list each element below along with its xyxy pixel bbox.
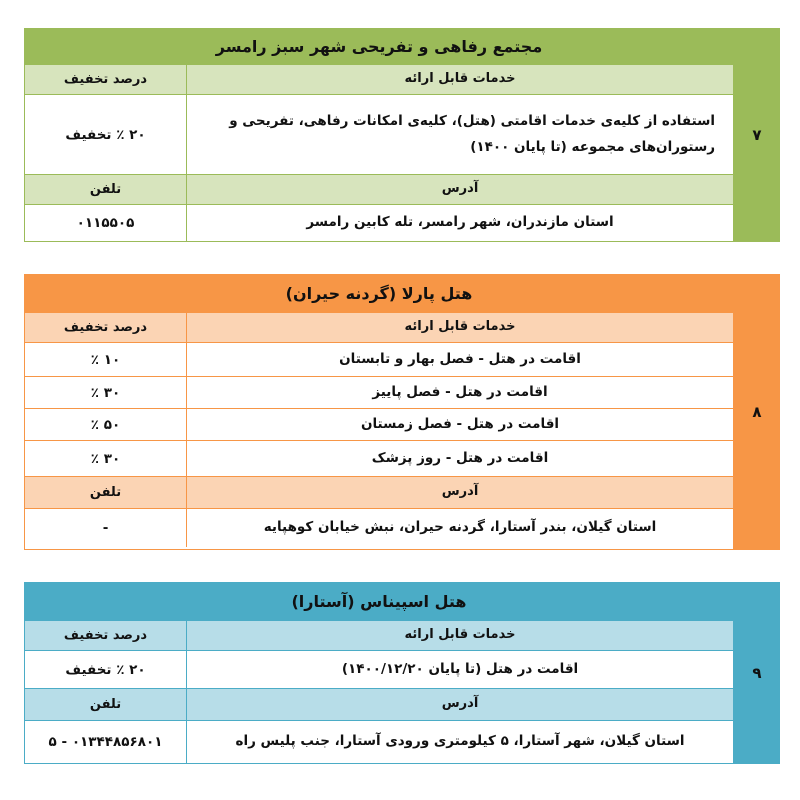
address-header-row [25,175,733,205]
discount-cell: ۳۰ ٪ [25,377,187,408]
address-cell: استان گیلان، بندر آستارا، گردنه حیران، نبش خیابان کوهپایه [263,519,657,536]
services-header-row [25,65,733,95]
phone-cell: ۰۱۱۵۵۰۵ [25,205,187,241]
address-header: آدرس [441,484,479,500]
services-header-row [25,621,733,651]
service-cell: اقامت در هتل - فصل پاییز [372,383,548,400]
services-header: خدمات قابل ارائه [404,319,516,335]
service-cell: اقامت در هتل (تا پایان ۱۴۰۰/۱۲/۲۰) [341,660,579,677]
address-row [25,509,733,547]
hotel-block-9 [24,582,780,764]
address-header-row [25,477,733,509]
services-header: خدمات قابل ارائه [404,71,516,87]
hotel-block-7 [24,28,780,242]
hotel-block-8 [24,274,780,550]
service-row [25,441,733,477]
discount-cell: ۱۰ ٪ [25,343,187,376]
service-cell: اقامت در هتل - فصل بهار و تابستان [339,350,581,367]
block-title: مجتمع رفاهی و تفریحی شهر سبز رامسر [25,29,733,65]
address-cell: استان مازندران، شهر رامسر، تله کابین رامسر [306,214,614,231]
service-cell: اقامت در هتل - فصل زمستان [360,415,560,432]
services-header: خدمات قابل ارائه [404,627,516,643]
services-header-row [25,313,733,343]
discount-cell: ۵۰ ٪ [25,409,187,440]
service-row [25,409,733,441]
service-row [25,343,733,377]
phone-header: تلفن [25,689,187,720]
address-row [25,721,733,763]
discount-header: درصد تخفیف [25,313,187,342]
discount-cell: ۳۰ ٪ [25,441,187,476]
service-cell: استفاده از کلیه‌ی خدمات اقامتی (هتل)، کلیه‌ی امکانات رفاهی، تفریحی و رستوران‌های مجموعه (تا پایان ۱۴۰۰) [229,112,715,155]
address-header: آدرس [441,696,479,712]
service-row [25,377,733,409]
address-row [25,205,733,241]
phone-cell: - [25,509,187,547]
service-cell: اقامت در هتل - روز پزشک [371,449,549,466]
discount-cell: ۲۰ ٪ تخفیف [25,95,187,174]
discount-cell: ۲۰ ٪ تخفیف [25,651,187,688]
phone-cell: ۰۱۳۴۴۸۵۶۸۰۱ - ۵ [25,721,187,763]
service-row [25,651,733,689]
block-number: ۹ [734,582,780,764]
block-title: هتل پارلا (گردنه حیران) [25,275,733,313]
address-cell: استان گیلان، شهر آستارا، ۵ کیلومتری ورودی آستارا، جنب پلیس راه [235,733,685,750]
address-header-row [25,689,733,721]
block-number: ۷ [734,28,780,242]
block-title: هتل اسپیناس (آستارا) [25,583,733,621]
service-row [25,95,733,175]
discount-header: درصد تخفیف [25,621,187,650]
hotel-table [24,28,734,242]
block-number: ۸ [734,274,780,550]
phone-header: تلفن [25,477,187,508]
discount-header: درصد تخفیف [25,65,187,94]
hotel-table [24,582,734,764]
hotel-table [24,274,734,550]
address-header: آدرس [441,181,479,197]
phone-header: تلفن [25,175,187,204]
